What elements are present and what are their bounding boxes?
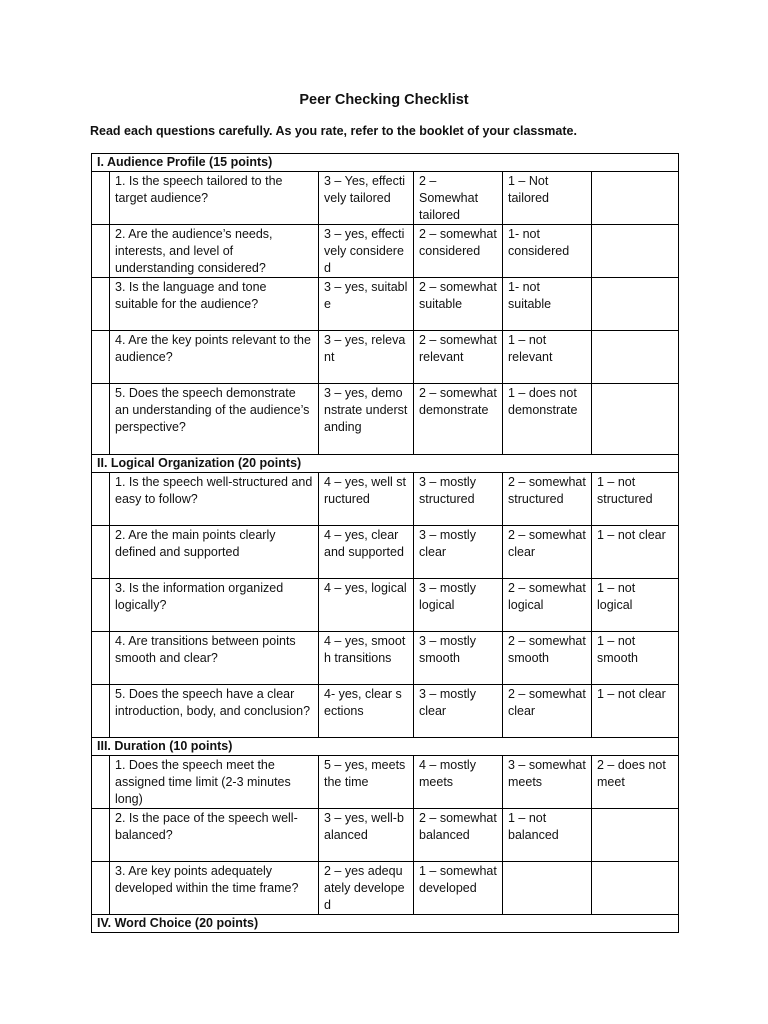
checklist-table	[91, 153, 679, 933]
section-heading: III. Duration (10 points)	[92, 738, 679, 756]
rating-option-cell: 3 – mostly smooth	[414, 632, 503, 685]
indent-cell	[92, 278, 110, 331]
question-cell: 2. Are the main points clearly defined and supported	[110, 526, 319, 579]
indent-cell	[92, 172, 110, 225]
rating-option-cell: 1- not suitable	[503, 278, 592, 331]
rating-option-cell: 1 – Not tailored	[503, 172, 592, 225]
rating-option-cell: 2 – somewhat suitable	[414, 278, 503, 331]
rating-option-cell: 3 – yes, well-balanced	[319, 809, 414, 862]
rating-option-cell: 3 – mostly logical	[414, 579, 503, 632]
question-cell: 5. Does the speech have a clear introduction, body, and conclusion?	[110, 685, 319, 738]
table-row	[92, 632, 679, 685]
rating-option-cell	[592, 809, 679, 862]
rating-option-cell: 4 – mostly meets	[414, 756, 503, 809]
question-cell: 4. Are the key points relevant to the audience?	[110, 331, 319, 384]
rating-option-cell: 3 – somewhat meets	[503, 756, 592, 809]
table-row	[92, 384, 679, 455]
indent-cell	[92, 632, 110, 685]
rating-option-cell: 2 – somewhat considered	[414, 225, 503, 278]
indent-cell	[92, 862, 110, 915]
rating-option-cell: 1 – not clear	[592, 526, 679, 579]
table-row	[92, 473, 679, 526]
rating-option-cell: 2 – somewhat clear	[503, 685, 592, 738]
rating-option-cell	[592, 384, 679, 455]
question-cell: 2. Is the pace of the speech well-balanced?	[110, 809, 319, 862]
rating-option-cell: 4 – yes, smooth transitions	[319, 632, 414, 685]
section-heading: II. Logical Organization (20 points)	[92, 455, 679, 473]
rating-option-cell: 4 – yes, clear and supported	[319, 526, 414, 579]
question-cell: 3. Is the information organized logically?	[110, 579, 319, 632]
rating-option-cell: 4 – yes, well structured	[319, 473, 414, 526]
indent-cell	[92, 526, 110, 579]
rating-option-cell: 1 – not smooth	[592, 632, 679, 685]
indent-cell	[92, 384, 110, 455]
rating-option-cell: 1 – does not demonstrate	[503, 384, 592, 455]
rating-option-cell: 2 – yes adequately developed	[319, 862, 414, 915]
section-header-row	[92, 738, 679, 756]
indent-cell	[92, 685, 110, 738]
table-row	[92, 278, 679, 331]
table-row	[92, 526, 679, 579]
checklist-body	[92, 154, 679, 933]
rating-option-cell: 2 – somewhat balanced	[414, 809, 503, 862]
indent-cell	[92, 331, 110, 384]
indent-cell	[92, 473, 110, 526]
rating-option-cell: 3 – mostly clear	[414, 685, 503, 738]
rating-option-cell: 2 – somewhat logical	[503, 579, 592, 632]
question-cell: 1. Is the speech well-structured and easy to follow?	[110, 473, 319, 526]
rating-option-cell: 2 – somewhat demonstrate	[414, 384, 503, 455]
rating-option-cell: 3 – mostly structured	[414, 473, 503, 526]
rating-option-cell	[592, 225, 679, 278]
table-row	[92, 225, 679, 278]
rating-option-cell: 2 – somewhat clear	[503, 526, 592, 579]
table-row	[92, 172, 679, 225]
rating-option-cell	[592, 278, 679, 331]
rating-option-cell: 3 – mostly clear	[414, 526, 503, 579]
rating-option-cell: 4 – yes, logical	[319, 579, 414, 632]
rating-option-cell	[592, 331, 679, 384]
rating-option-cell: 1 – not clear	[592, 685, 679, 738]
rating-option-cell: 2 – Somewhat tailored	[414, 172, 503, 225]
question-cell: 1. Is the speech tailored to the target audience?	[110, 172, 319, 225]
section-header-row	[92, 455, 679, 473]
rating-option-cell: 3 – yes, suitable	[319, 278, 414, 331]
rating-option-cell	[503, 862, 592, 915]
rating-option-cell: 3 – Yes, effectively tailored	[319, 172, 414, 225]
question-cell: 1. Does the speech meet the assigned time limit (2-3 minutes long)	[110, 756, 319, 809]
rating-option-cell: 1 – somewhat developed	[414, 862, 503, 915]
rating-option-cell: 1 – not relevant	[503, 331, 592, 384]
question-cell: 3. Are key points adequately developed within the time frame?	[110, 862, 319, 915]
question-cell: 5. Does the speech demonstrate an understanding of the audience’s perspective?	[110, 384, 319, 455]
question-cell: 2. Are the audience’s needs, interests, and level of understanding considered?	[110, 225, 319, 278]
instructions-text: Read each questions carefully. As you rate, refer to the booklet of your classmate.	[90, 124, 577, 138]
rating-option-cell: 2 – does not meet	[592, 756, 679, 809]
section-header-row	[92, 915, 679, 933]
section-heading: IV. Word Choice (20 points)	[92, 915, 679, 933]
table-row	[92, 579, 679, 632]
question-cell: 3. Is the language and tone suitable for the audience?	[110, 278, 319, 331]
section-heading: I. Audience Profile (15 points)	[92, 154, 679, 172]
indent-cell	[92, 225, 110, 278]
rating-option-cell: 1 – not structured	[592, 473, 679, 526]
table-row	[92, 685, 679, 738]
rating-option-cell: 1- not considered	[503, 225, 592, 278]
page-title: Peer Checking Checklist	[299, 92, 469, 108]
rating-option-cell: 4- yes, clear sections	[319, 685, 414, 738]
indent-cell	[92, 756, 110, 809]
rating-option-cell: 5 – yes, meets the time	[319, 756, 414, 809]
table-row	[92, 331, 679, 384]
rating-option-cell: 2 – somewhat structured	[503, 473, 592, 526]
indent-cell	[92, 809, 110, 862]
rating-option-cell: 3 – yes, demonstrate understanding	[319, 384, 414, 455]
rating-option-cell	[592, 172, 679, 225]
table-row	[92, 862, 679, 915]
section-header-row	[92, 154, 679, 172]
question-cell: 4. Are transitions between points smooth and clear?	[110, 632, 319, 685]
rating-option-cell: 3 – yes, effectively considered	[319, 225, 414, 278]
table-row	[92, 756, 679, 809]
rating-option-cell	[592, 862, 679, 915]
table-row	[92, 809, 679, 862]
rating-option-cell: 1 – not logical	[592, 579, 679, 632]
rating-option-cell: 1 – not balanced	[503, 809, 592, 862]
rating-option-cell: 2 – somewhat smooth	[503, 632, 592, 685]
indent-cell	[92, 579, 110, 632]
rating-option-cell: 3 – yes, relevant	[319, 331, 414, 384]
rating-option-cell: 2 – somewhat relevant	[414, 331, 503, 384]
